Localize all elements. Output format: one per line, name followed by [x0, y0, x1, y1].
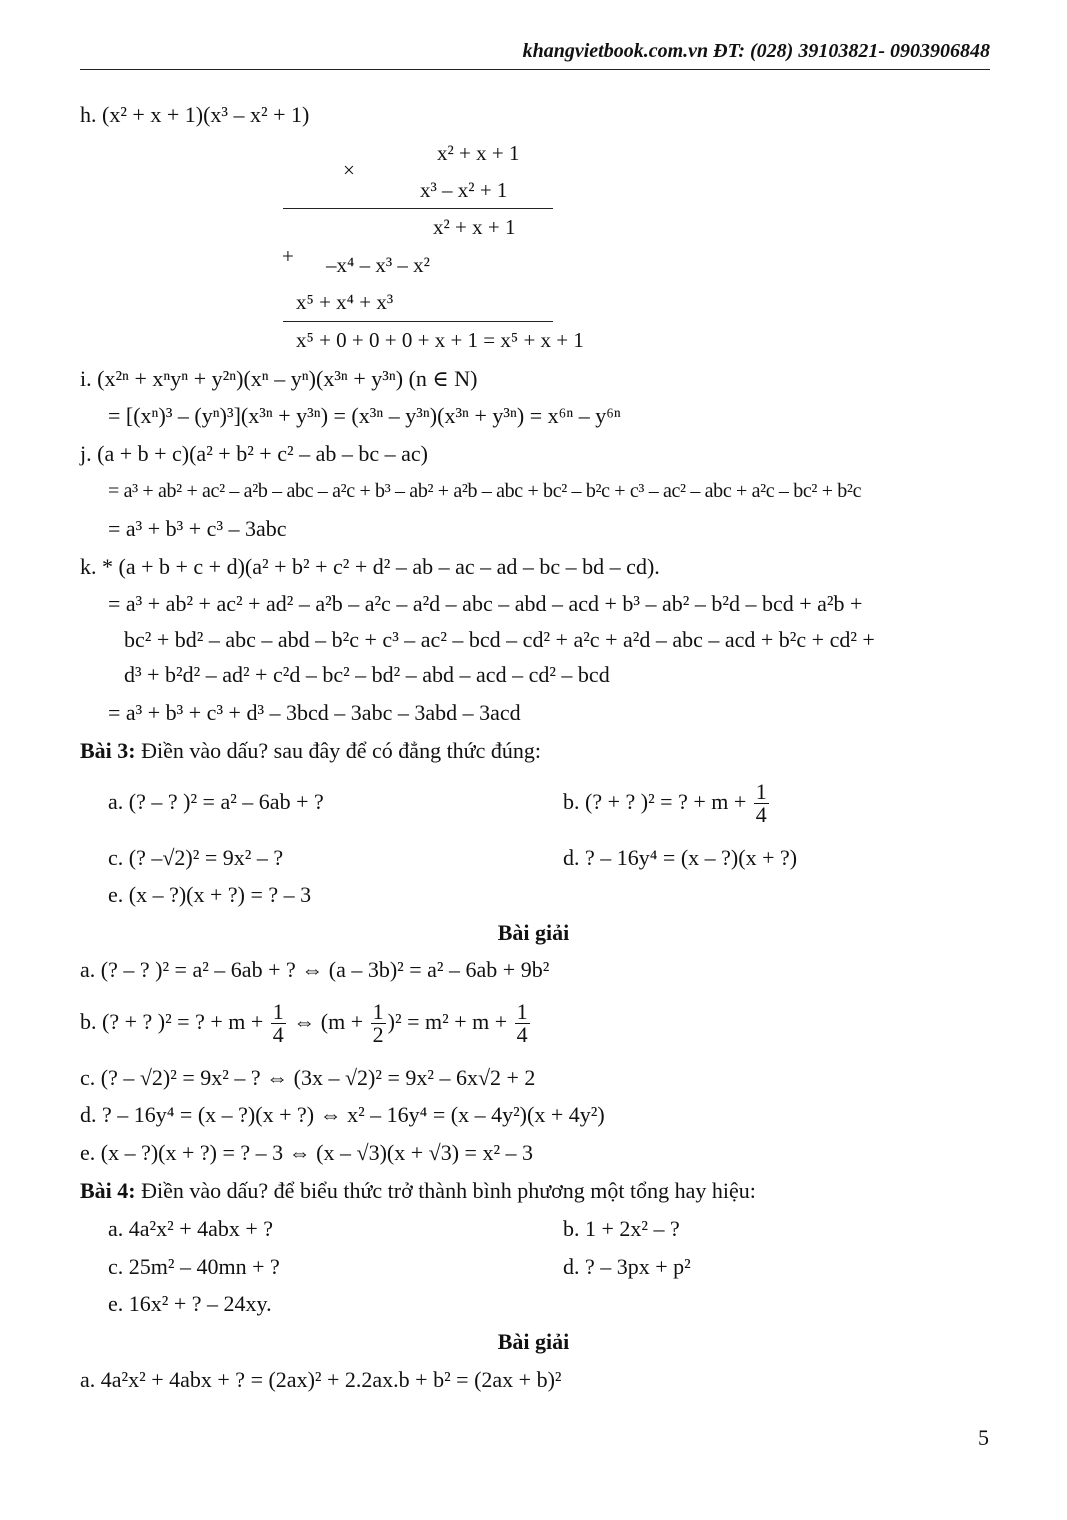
bai3-e: e. (x – ?)(x + ?) = ? – 3	[108, 882, 312, 907]
bai4-text: Điền vào dấu? để biểu thức trở thành bình phương một tổng hay hiệu:	[135, 1178, 756, 1203]
giai4-title: Bài giải	[497, 1329, 570, 1354]
j-line3: = a³ + b³ + c³ – 3abc	[108, 516, 287, 541]
giai3-b-frac3: $\frac{1}{4}$	[516, 999, 528, 1048]
h-title: h. (x² + x + 1)(x³ – x² + 1)	[80, 102, 310, 127]
i-line1: i. (x²ⁿ + xⁿyⁿ + y²ⁿ)(xⁿ – yⁿ)(x³ⁿ + y³ⁿ) (n ∈ N)	[80, 366, 478, 391]
bai4-e: e. 16x² + ? – 24xy.	[108, 1291, 272, 1316]
bai3-a: a. (? – ? )² = a² – 6ab + ?	[108, 789, 324, 814]
j-line1: j. (a + b + c)(a² + b² + c² – ab – bc – ac)	[80, 441, 428, 466]
bai4-b: b. 1 + 2x² – ?	[563, 1216, 680, 1241]
k-line2: = a³ + ab² + ac² + ad² – a²b – a²c – a²d – abc – abd – acd + b³ – ab² – b²d – bcd + a²b +	[108, 591, 863, 616]
h-row5: x⁵ + x⁴ + x³	[296, 290, 394, 314]
bai4-d: d. ? – 3px + p²	[563, 1254, 691, 1279]
page-header: khangvietbook.com.vn ĐT: (028) 39103821- 0903906848	[80, 40, 990, 70]
giai3-b-frac2: $\frac{1}{2}$	[372, 999, 384, 1048]
giai3-title: Bài giải	[497, 920, 570, 945]
times-sign: ×	[343, 158, 355, 182]
bai3-b-fraction: $\frac{1}{4}$	[755, 779, 767, 828]
h-row2: x³ – x² + 1	[420, 178, 508, 202]
h-row4: –x⁴ – x³ – x²	[326, 253, 430, 277]
bai4-label: Bài 4:	[80, 1178, 136, 1203]
giai4-a: a. 4a²x² + 4abx + ? = (2ax)² + 2.2ax.b + b² = (2ax + b)²	[80, 1367, 562, 1392]
bai3-c: c. (? –√2)² = 9x² – ?	[108, 845, 284, 870]
h-row1: x² + x + 1	[437, 141, 520, 165]
h-divider-2	[283, 321, 553, 322]
bai3-text: Điền vào dấu? sau đây để có đẳng thức đúng:	[135, 738, 541, 763]
giai3-b-frac1: $\frac{1}{4}$	[272, 999, 284, 1048]
k-line1: k. * (a + b + c + d)(a² + b² + c² + d² – ab – ac – ad – bc – bd – cd).	[80, 554, 660, 579]
giai3-d: d. ? – 16y⁴ = (x – ?)(x + ?) ⇔ x² – 16y⁴ = (x – 4y²)(x + 4y²)	[80, 1102, 605, 1127]
h-result: x⁵ + 0 + 0 + 0 + x + 1 = x⁵ + x + 1	[296, 328, 584, 352]
bai3-b	[563, 776, 771, 828]
k-line4: d³ + b²d² – ad² + c²d – bc² – bd² – abd – acd – cd² – bcd	[124, 662, 610, 687]
page-number: 5	[978, 1425, 989, 1450]
giai3-a: a. (? – ? )² = a² – 6ab + ? ⇔ (a – 3b)² = a² – 6ab + 9b²	[80, 957, 550, 982]
giai3-c: c. (? – √2)² = 9x² – ? ⇔ (3x – √2)² = 9x² – 6x√2 + 2	[80, 1065, 536, 1090]
bai4-c: c. 25m² – 40mn + ?	[108, 1254, 280, 1279]
plus-sign: +	[282, 244, 294, 268]
giai3-b: b. (? + ? )² = ? + m + $\frac{1}{4}$ ⇔ (m + $\frac{1}{2}$ )² = m² + m + $\frac{1}{4}$	[80, 999, 528, 1048]
bai3-label: Bài 3:	[80, 738, 136, 763]
k-line5: = a³ + b³ + c³ + d³ – 3bcd – 3abc – 3abd – 3acd	[108, 700, 521, 725]
bai4-a: a. 4a²x² + 4abx + ?	[108, 1216, 274, 1241]
j-line2: = a³ + ab² + ac² – a²b – abc – a²c + b³ – ab² + a²b – abc + bc² – b²c + c³ – ac² – abc + a²c – bc² + b²c	[108, 480, 862, 502]
bai3-b-expr: b. (? + ? )² = ? + m +	[563, 789, 747, 814]
bai4-heading	[80, 1178, 756, 1204]
h-divider-1	[283, 208, 553, 209]
giai3-e: e. (x – ?)(x + ?) = ? – 3 ⇔ (x – √3)(x + √3) = x² – 3	[80, 1140, 534, 1165]
i-line2: = [(xⁿ)³ – (yⁿ)³](x³ⁿ + y³ⁿ) = (x³ⁿ – y³ⁿ)(x³ⁿ + y³ⁿ) = x⁶ⁿ – y⁶ⁿ	[108, 403, 621, 428]
bai3-d: d. ? – 16y⁴ = (x – ?)(x + ?)	[563, 845, 798, 870]
h-row3: x² + x + 1	[433, 215, 516, 239]
bai3-heading	[80, 738, 541, 764]
k-line3: bc² + bd² – abc – abd – b²c + c³ – ac² – bcd – cd² + a²c + a²d – abc – acd + b²c + cd² +	[124, 627, 875, 652]
